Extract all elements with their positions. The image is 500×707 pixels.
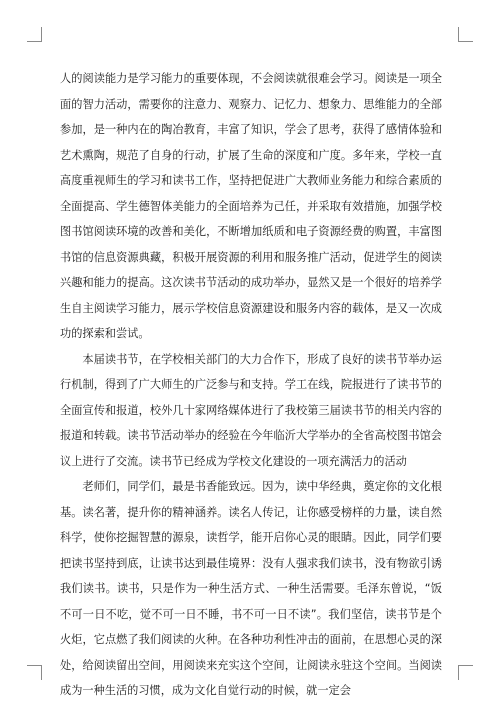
paragraph-1: 人的阅读能力是学习能力的重要体现，不会阅读就很难会学习。阅读是一项全面的智力活动，需要你的注意力、观察力、记忆力、想象力、思维能力的全部参加，是一种内在的陶冶教育，丰富了知识，学会了思考，获得了感情体验和艺术熏陶，规范了自身的行动，扩展了生命的深度和广度。多年来，学校一直高度重视师生的学习和读书工作，坚持把促进广大教师业务能力和综合素质的全面提高、学生德智体美能力的全面培养为己任，并采取有效措施，加强学校图书馆阅读环境的改善和美化，不断增加纸质和电子资源经费的购置，丰富图书馆的信息资源典藏，积极开展资源的利用和服务推广活动，促进学生的阅读兴趣和能力的提高。这次读书节活动的成功举办，显然又是一个很好的培养学生自主阅读学习能力，展示学校信息资源建设和服务内容的载体，是又一次成功的探索和尝试。	[60, 72, 442, 340]
crop-mark-bottom-left	[27, 665, 42, 680]
crop-mark-top-right	[458, 27, 473, 42]
crop-mark-top-left	[27, 27, 42, 42]
paragraph-3: 老师们，同学们，最是书香能致远。因为，读中华经典，奠定你的文化根基。读名著，提升你的精神涵养。读名人传记，让你感受榜样的力量，读自然科学，使你挖掘智慧的源泉，读哲学，能开启你心灵的眼睛。因此，同学们要把读书坚持到底，让读书达到最佳境界：没有人强求我们读书，没有物欲引诱我们读书。读书，只是作为一种生活方式、一种生活需要。毛泽东曾说，“饭不可一日不吃，觉不可一日不睡，书不可一日不读”。我们坚信，读书节是个火炬，它点燃了我们阅读的火种。在各种功利性冲击的面前，在思想心灵的深处，给阅读留出空间，用阅读来充实这个空间，让阅读永驻这个空间。当阅读成为一种生活的习惯，成为文化自觉行动的时候，就一定会	[60, 480, 442, 697]
document-body	[60, 66, 442, 704]
crop-mark-bottom-right	[458, 665, 473, 680]
paragraph-2: 本届读书节，在学校相关部门的大力合作下，形成了良好的读书节举办运行机制，得到了广大师生的广泛参与和支持。学工在线，院报进行了读书节的全面宣传和报道，校外几十家网络媒体进行了我校第三届读书节的相关内容的报道和转载。读书节活动举办的经验在今年临沂大学举办的全省高校图书馆会议上进行了交流。读书节已经成为学校文化建设的一项充满活力的活动	[60, 352, 442, 468]
